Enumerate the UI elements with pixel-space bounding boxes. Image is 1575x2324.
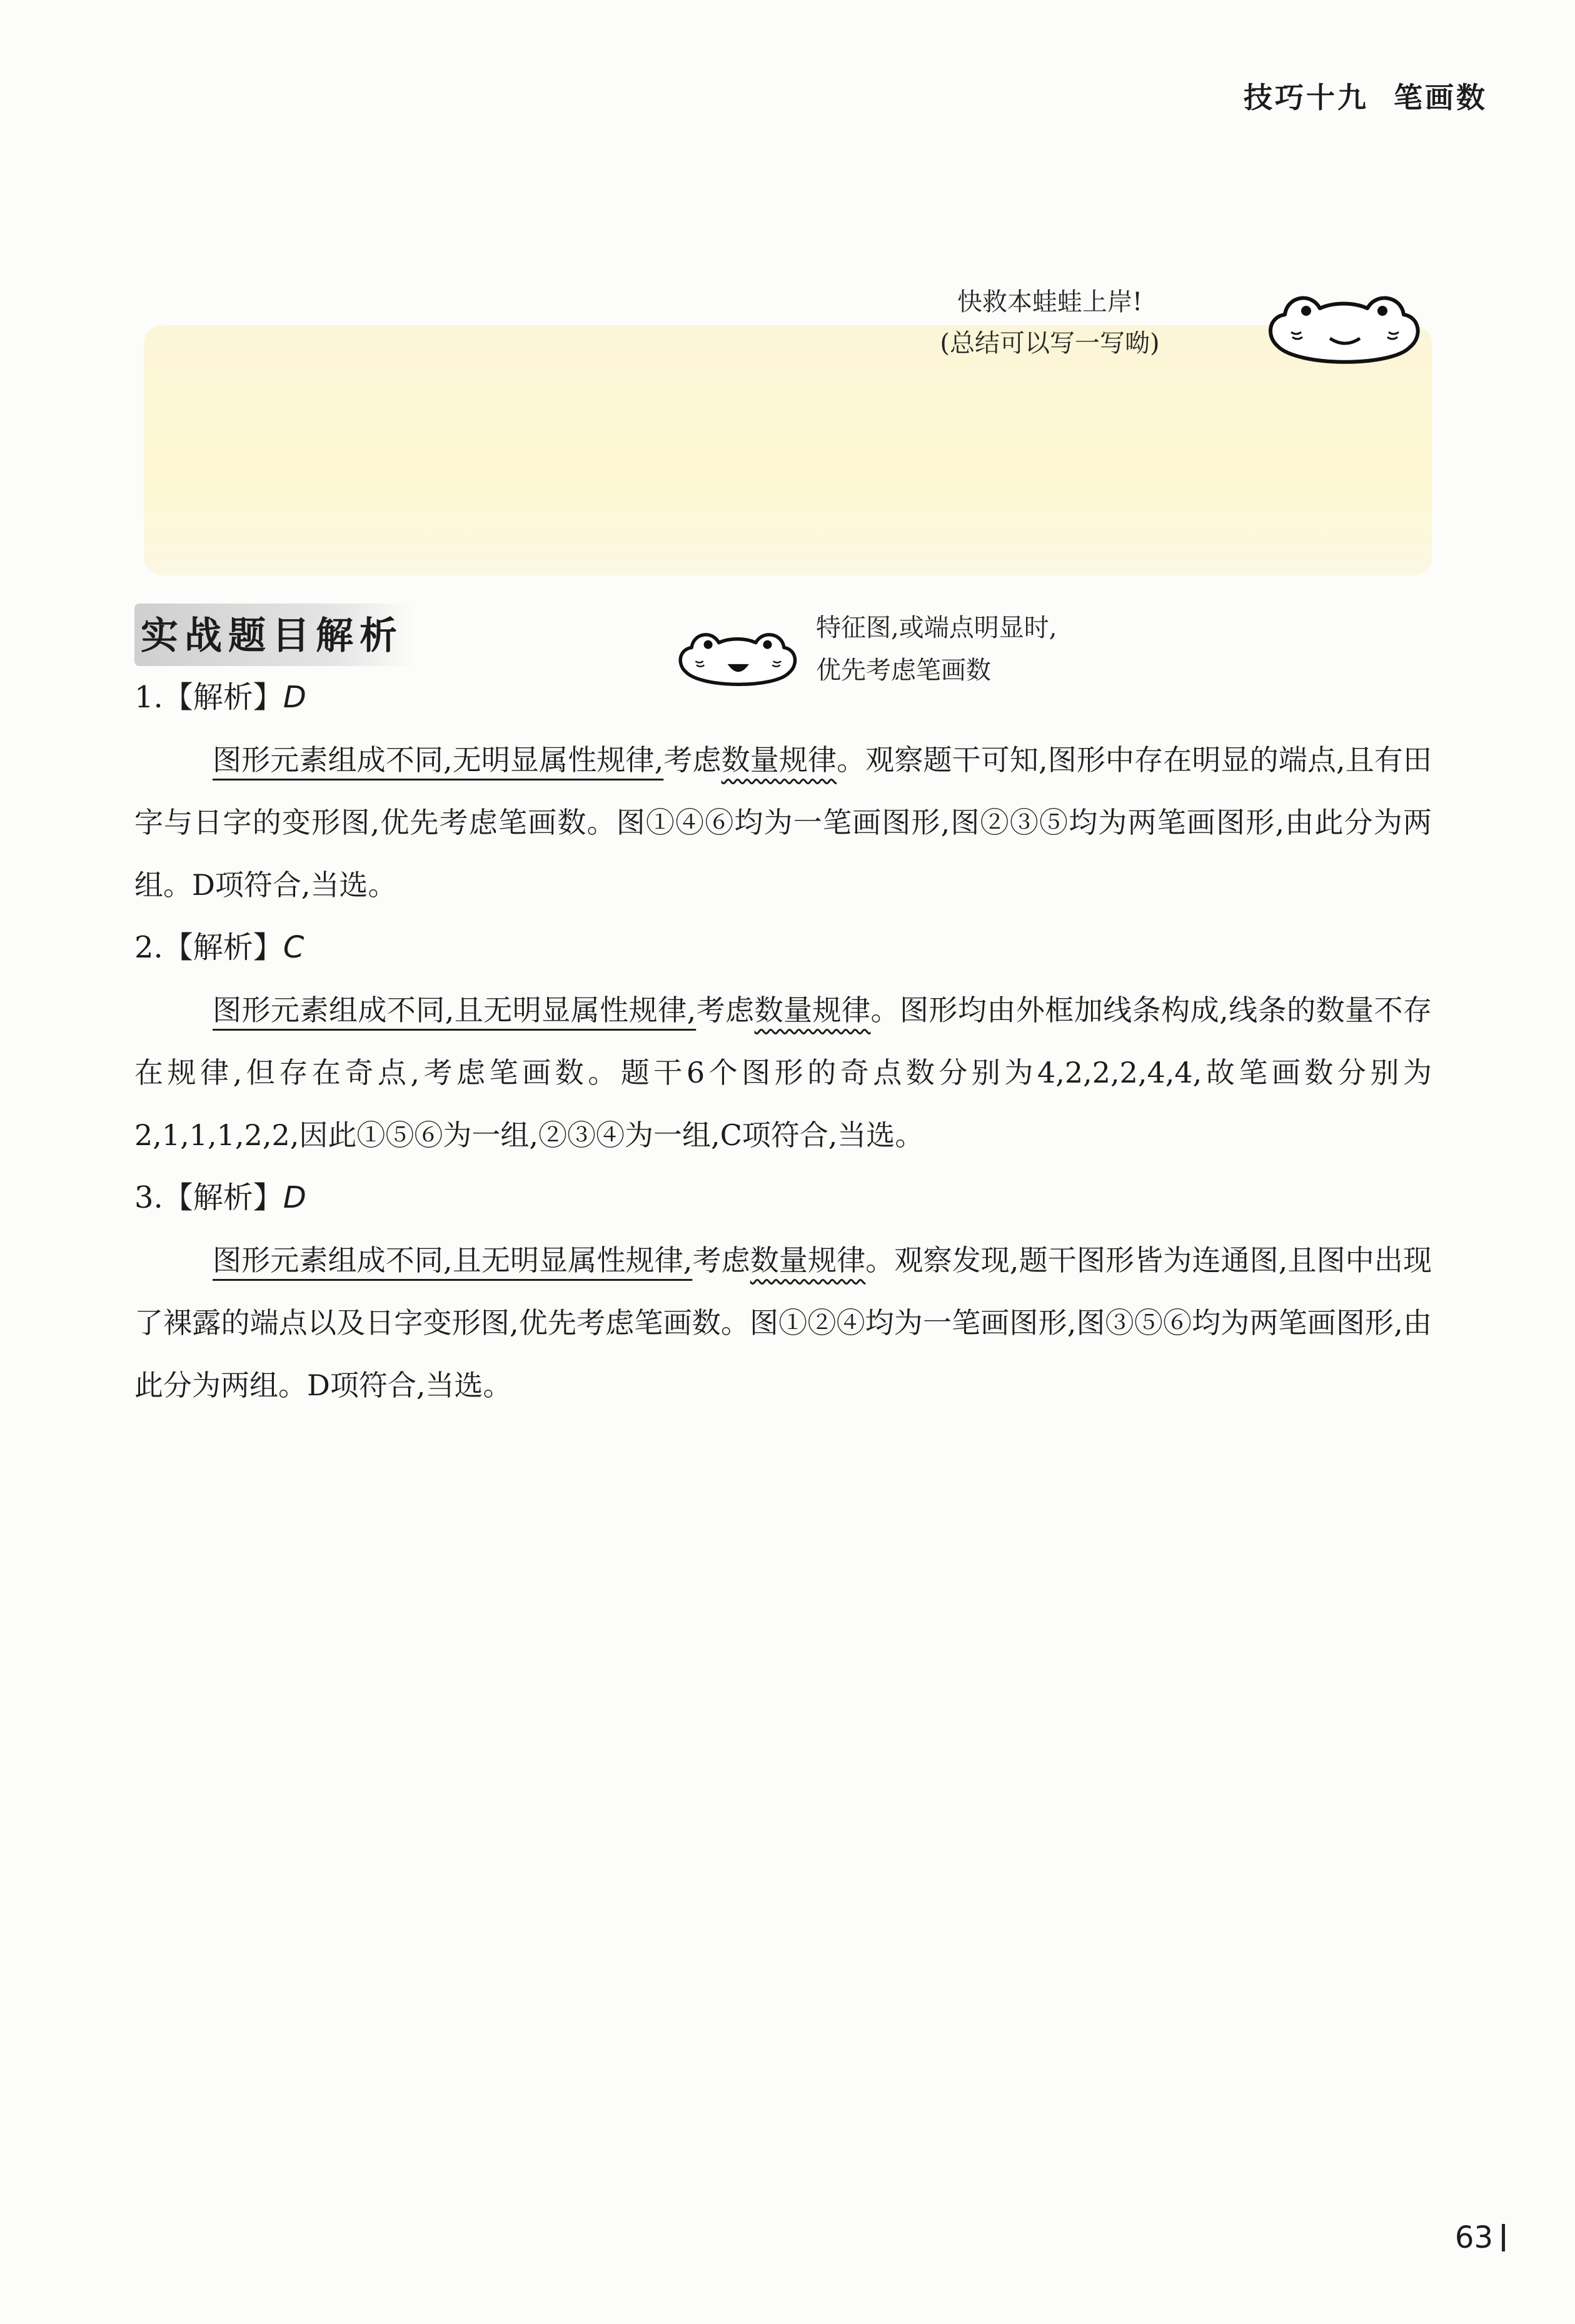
explanation-text: 。观察题干可知,图形中存在明显的端点,且有田字与日字的变形图,优先考虑笔画数。图①④⑥均为一笔画图形,图②③⑤均为两笔画图形,由此分为两组。D项符合,当选。	[134, 743, 1432, 902]
question-label: 1.【解析】D	[134, 680, 306, 715]
key-phrase-underlined: 图形元素组成不同,无明显属性规律,	[213, 743, 664, 777]
solutions	[134, 666, 1432, 1417]
topic-label: 笔画数	[1394, 81, 1487, 114]
tip-line1: 特征图,或端点明显时,	[816, 614, 1057, 642]
explanation-text: 。图形均由外框加线条构成,线条的数量不存在规律,但存在奇点,考虑笔画数。题干6个图形的奇点数分别为4,2,2,2,4,4,故笔画数分别为2,1,1,1,2,2,因此①⑤⑥为一组,②③④为一组,C项符合,当选。	[134, 993, 1432, 1152]
summary-note-line2: (总结可以写一写呦)	[940, 329, 1160, 358]
explanation-text: 。观察发现,题干图形皆为连通图,且图中出现了裸露的端点以及日字变形图,优先考虑笔画数。图①②④均为一笔画图形,图③⑤⑥均为两笔画图形,由此分为两组。D项符合,当选。	[134, 1243, 1432, 1402]
answer-letter: D	[283, 1180, 306, 1215]
question-label: 2.【解析】C	[134, 930, 304, 965]
key-phrase-underlined: 图形元素组成不同,且无明显属性规律,	[213, 1243, 693, 1277]
key-phrase-wavy: 数量规律	[754, 993, 871, 1027]
key-phrase-wavy: 数量规律	[750, 1243, 866, 1277]
explanation: 图形元素组成不同,且无明显属性规律,考虑数量规律。观察发现,题干图形皆为连通图,且图中出现了裸露的端点以及日字变形图,优先考虑笔画数。图①②④均为一笔画图形,图③⑤⑥均为两笔画图形,由此分为两组。D项符合,当选。	[134, 1243, 1432, 1402]
chapter-label: 技巧十九	[1244, 81, 1369, 114]
answer-letter: C	[283, 930, 304, 965]
answer-letter: D	[283, 680, 306, 715]
summary-note-line1: 快救本蛙蛙上岸!	[957, 288, 1143, 316]
question-3	[134, 1166, 1432, 1417]
summary-notes-box[interactable]	[144, 325, 1432, 575]
frog-doodle-icon	[1260, 278, 1429, 378]
explanation: 图形元素组成不同,无明显属性规律,考虑数量规律。观察题干可知,图形中存在明显的端点,且有田字与日字的变形图,优先考虑笔画数。图①④⑥均为一笔画图形,图②③⑤均为两笔画图形,由此分为两组。D项符合,当选。	[134, 743, 1432, 902]
tip-line2: 优先考虑笔画数	[816, 656, 991, 685]
question-2	[134, 916, 1432, 1166]
summary-note	[862, 281, 1237, 364]
section-title: 实战题目解析	[134, 604, 415, 666]
explanation: 图形元素组成不同,且无明显属性规律,考虑数量规律。图形均由外框加线条构成,线条的数量不存在规律,但存在奇点,考虑笔画数。题干6个图形的奇点数分别为4,2,2,2,4,4,故笔画数分别为2,1,1,1,2,2,因此①⑤⑥为一组,②③④为一组,C项符合,当选。	[134, 993, 1432, 1152]
page-number: 63	[1455, 2220, 1505, 2255]
key-phrase-underlined: 图形元素组成不同,且无明显属性规律,	[213, 993, 697, 1027]
key-phrase-wavy: 数量规律	[721, 743, 837, 777]
running-header	[1219, 75, 1487, 116]
question-1	[134, 666, 1432, 916]
question-label: 3.【解析】D	[134, 1180, 306, 1215]
